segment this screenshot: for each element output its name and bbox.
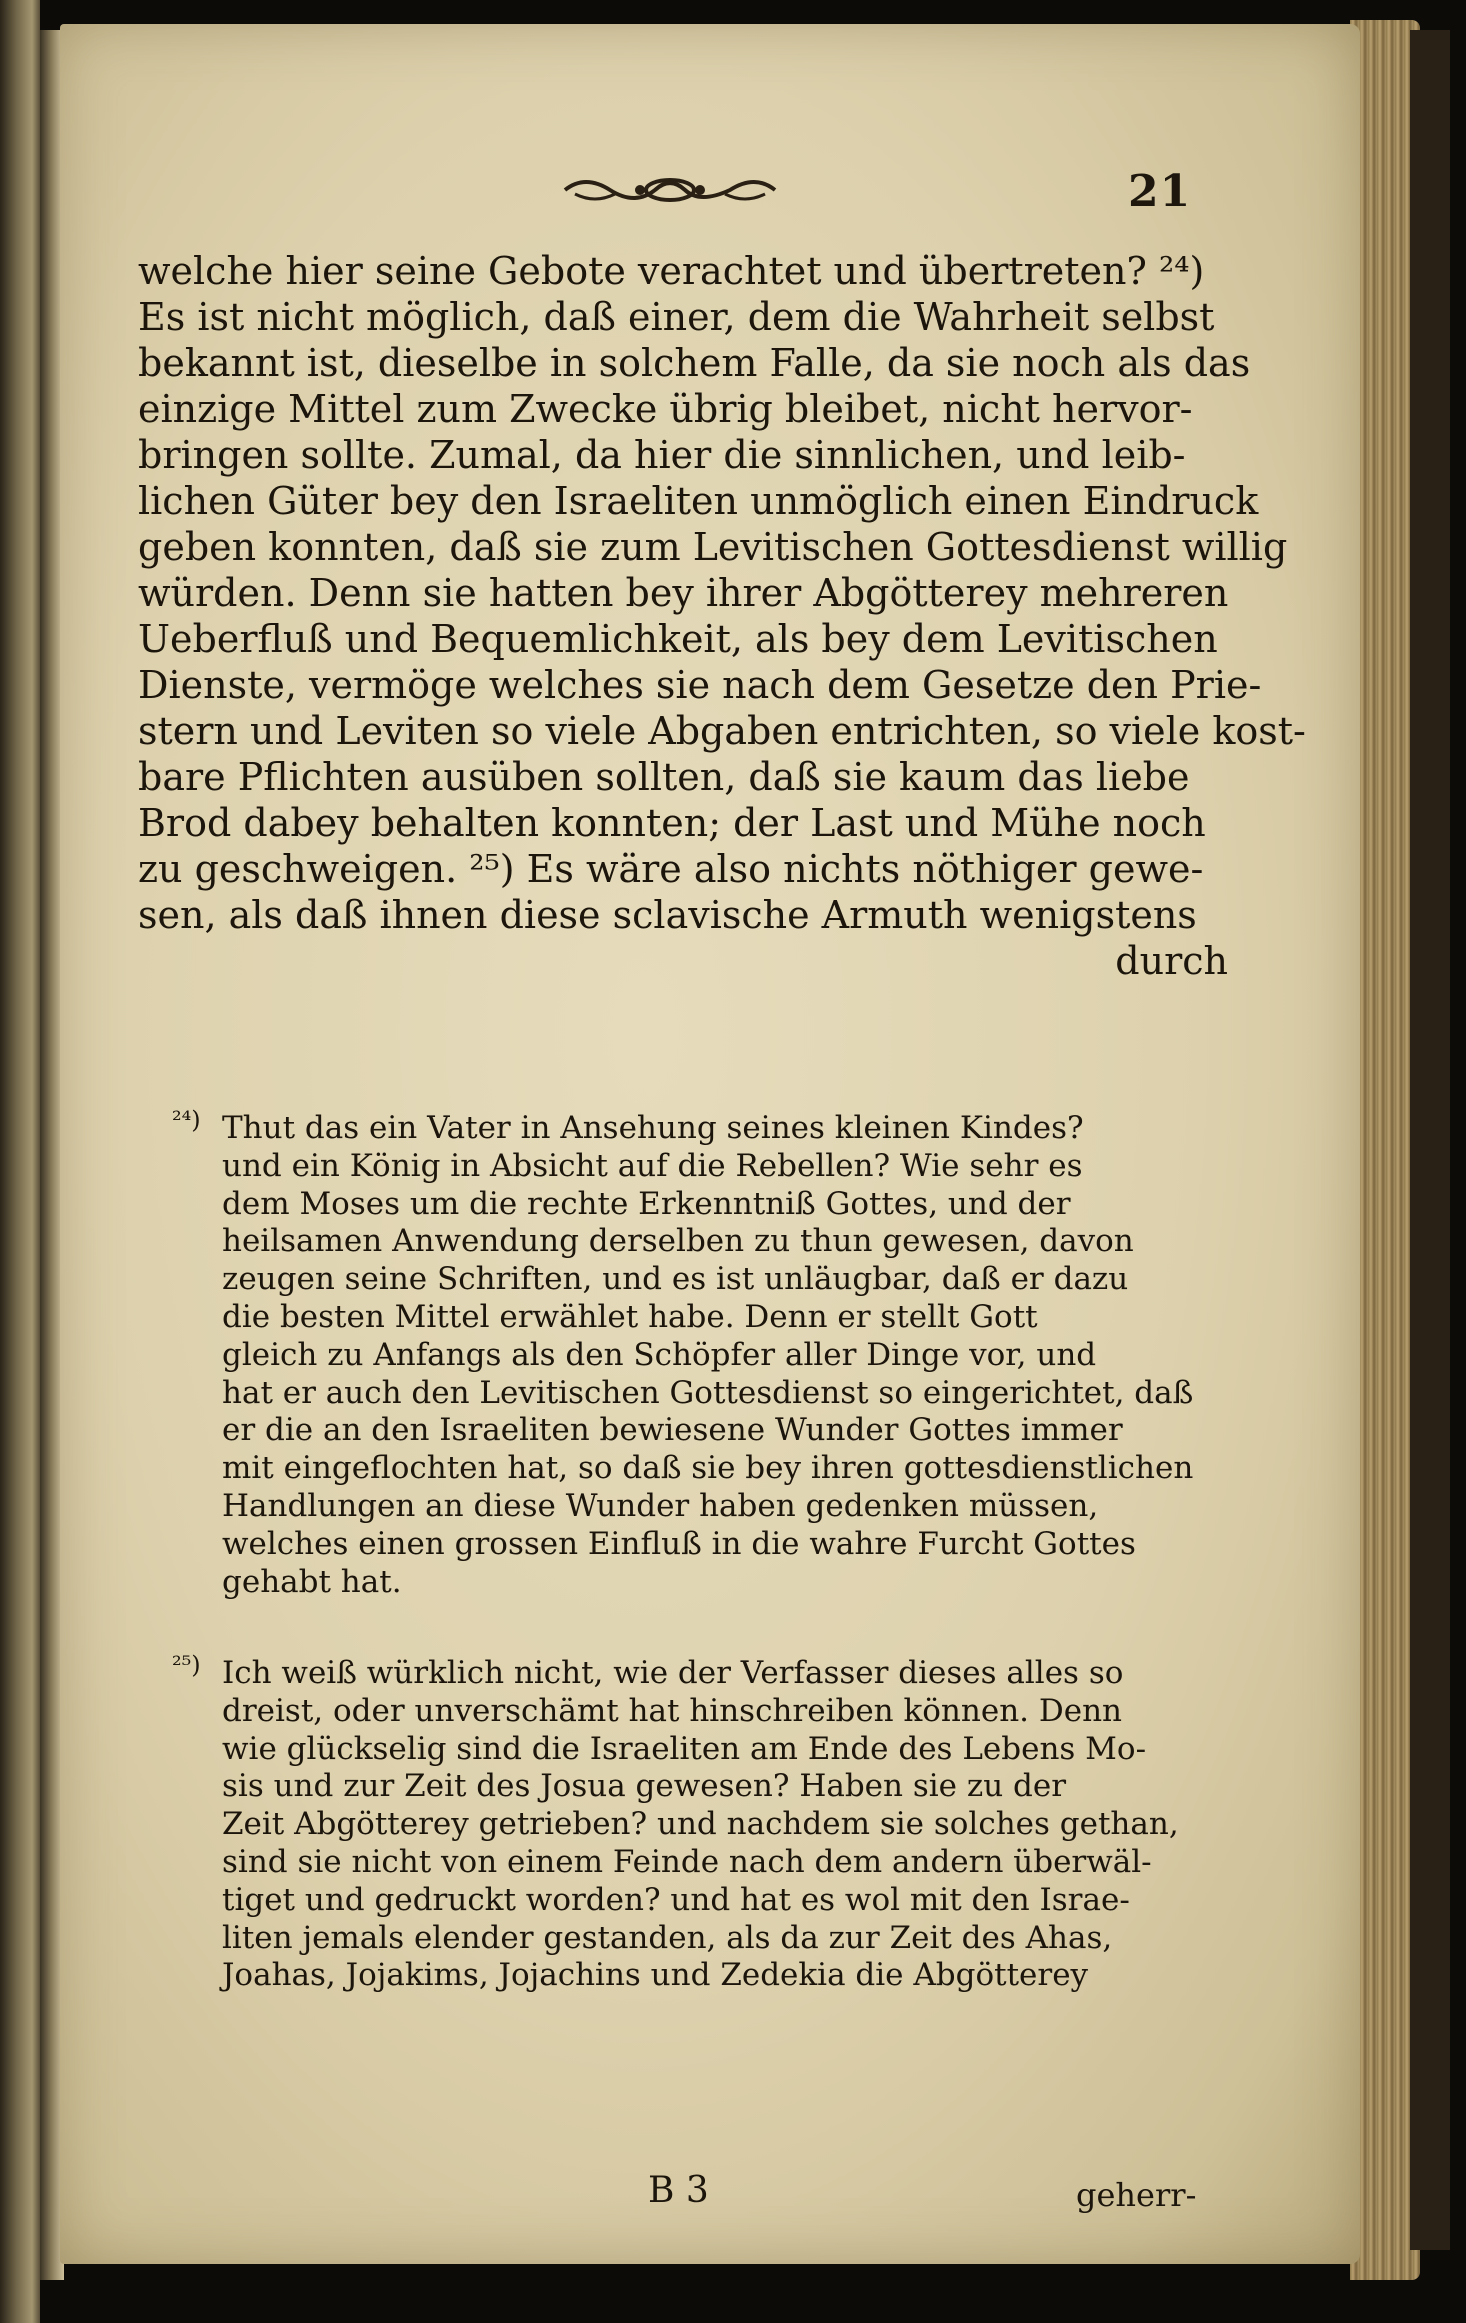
text-line: sen, als daß ihnen diese sclavische Armuth wenigstens bbox=[138, 893, 1197, 937]
footnote-line: sind sie nicht von einem Feinde nach dem andern überwäl- bbox=[222, 1843, 1152, 1880]
signature-mark: B 3 bbox=[648, 2170, 709, 2211]
footnote-line: mit eingeflochten hat, so daß sie bey ihren gottesdienstlichen bbox=[222, 1450, 1194, 1487]
footnote-line: tiget und gedruckt worden? und hat es wol mit den Israe- bbox=[222, 1881, 1130, 1918]
text-line: bekannt ist, dieselbe in solchem Falle, da sie noch als das bbox=[138, 341, 1251, 385]
footnote-line: zeugen seine Schriften, und es ist unläugbar, daß er dazu bbox=[222, 1261, 1129, 1298]
header-ornament bbox=[555, 170, 785, 210]
text-line: bare Pflichten ausüben sollten, daß sie kaum das liebe bbox=[138, 755, 1190, 799]
body-catchword: durch bbox=[1115, 939, 1228, 983]
text-line: Brod dabey behalten konnten; der Last und Mühe noch bbox=[138, 801, 1206, 845]
footnote-line: Ich weiß würklich nicht, wie der Verfasser dieses alles so bbox=[222, 1655, 1124, 1691]
footnote-line: wie glückselig sind die Israeliten am Ende des Lebens Mo- bbox=[222, 1730, 1147, 1767]
footnote-line: Thut das ein Vater in Ansehung seines kleinen Kindes? bbox=[222, 1110, 1084, 1146]
text-line: Ueberfluß und Bequemlichkeit, als bey dem Levitischen bbox=[138, 617, 1218, 661]
text-line: Es ist nicht möglich, daß einer, dem die Wahrheit selbst bbox=[138, 295, 1215, 339]
text-line: geben konnten, daß sie zum Levitischen Gottesdienst willig bbox=[138, 525, 1288, 569]
footnote-line: und ein König in Absicht auf die Rebellen? Wie sehr es bbox=[222, 1147, 1083, 1184]
text-line: zu geschweigen. ²⁵) Es wäre also nichts nöthiger gewe- bbox=[138, 847, 1204, 891]
footnote-marker: ²⁴) bbox=[172, 1106, 201, 1134]
catchword: geherr- bbox=[1076, 2176, 1197, 2214]
text-line: lichen Güter bey den Israeliten unmöglich einen Eindruck bbox=[138, 479, 1259, 523]
footnote-line: welches einen grossen Einfluß in die wahre Furcht Gottes bbox=[222, 1525, 1136, 1562]
footnote-line: gleich zu Anfangs als den Schöpfer aller Dinge vor, und bbox=[222, 1336, 1097, 1373]
footnote-line: hat er auch den Levitischen Gottesdienst so eingerichtet, daß bbox=[222, 1374, 1194, 1411]
text-line: würden. Denn sie hatten bey ihrer Abgötterey mehreren bbox=[138, 571, 1229, 615]
text-line: einzige Mittel zum Zwecke übrig bleibet, nicht hervor- bbox=[138, 387, 1193, 431]
text-line: stern und Leviten so viele Abgaben entrichten, so viele kost- bbox=[138, 709, 1306, 753]
footnote-line: sis und zur Zeit des Josua gewesen? Haben sie zu der bbox=[222, 1768, 1067, 1805]
text-line: welche hier seine Gebote verachtet und übertreten? ²⁴) bbox=[138, 249, 1205, 293]
book-cover-edge bbox=[1410, 30, 1450, 2250]
page-number: 21 bbox=[1128, 166, 1192, 217]
footnote-line: die besten Mittel erwählet habe. Denn er stellt Gott bbox=[222, 1298, 1038, 1335]
footnote-marker: ²⁵) bbox=[172, 1651, 201, 1679]
footnote-line: Handlungen an diese Wunder haben gedenken müssen, bbox=[222, 1487, 1099, 1524]
footnote-line: er die an den Israeliten bewiesene Wunder Gottes immer bbox=[222, 1412, 1123, 1449]
footnote-line: Joahas, Jojakims, Jojachins und Zedekia die Abgötterey bbox=[222, 1957, 1089, 1994]
text-line: bringen sollte. Zumal, da hier die sinnlichen, und leib- bbox=[138, 433, 1186, 477]
footnote-25 bbox=[172, 1651, 1282, 1995]
footnote-line: heilsamen Anwendung derselben zu thun gewesen, davon bbox=[222, 1223, 1134, 1260]
main-text bbox=[138, 248, 1306, 984]
footnote-line: liten jemals elender gestanden, als da zur Zeit des Ahas, bbox=[222, 1919, 1113, 1956]
text-line: Dienste, vermöge welches sie nach dem Gesetze den Prie- bbox=[138, 663, 1262, 707]
footnote-line: dem Moses um die rechte Erkenntniß Gottes, und der bbox=[222, 1185, 1071, 1222]
footnote-24 bbox=[172, 1106, 1282, 1601]
left-page-edge bbox=[0, 0, 40, 2323]
footnote-line: gehabt hat. bbox=[222, 1563, 402, 1600]
footnote-line: Zeit Abgötterey getrieben? und nachdem sie solches gethan, bbox=[222, 1806, 1179, 1843]
footnote-line: dreist, oder unverschämt hat hinschreiben können. Denn bbox=[222, 1692, 1123, 1729]
